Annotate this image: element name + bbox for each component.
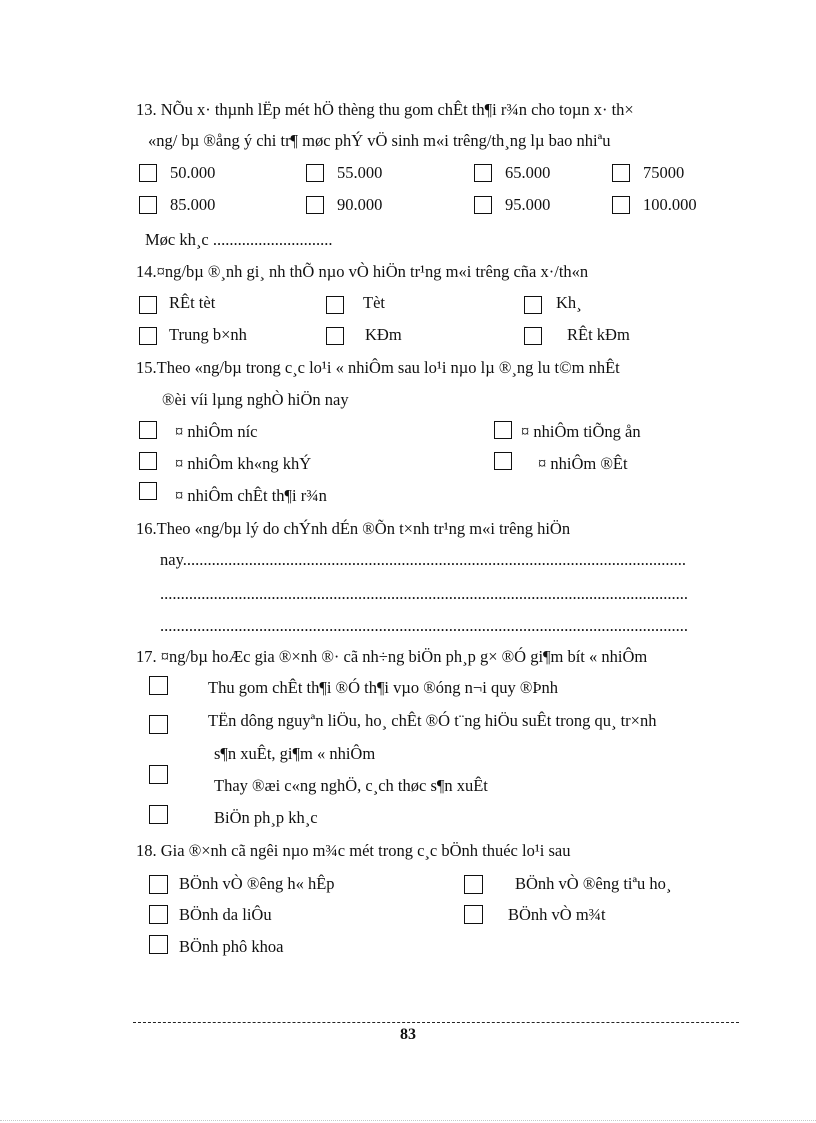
q17-question: 17. ¤ng/bµ hoÆc gia ®×nh ®· cã nh÷ng biÖn ph¸p g× ®Ó gi¶m bít « nhiÔm <box>136 647 648 666</box>
q15-option-checkbox[interactable] <box>139 452 157 470</box>
q13-option-95000-checkbox[interactable] <box>474 196 492 214</box>
q18-question: 18. Gia ®×nh cã ngêi nµo m¾c mét trong c¸c bÖnh thuéc lo¹i sau <box>136 841 571 860</box>
footer-divider <box>133 1022 739 1023</box>
q13-option-label: 95.000 <box>505 195 551 214</box>
q18-option-label: BÖnh vÒ m¾t <box>508 905 606 924</box>
q18-option-checkbox[interactable] <box>464 905 483 924</box>
q18-option-label: BÖnh vÒ ®êng h« hÊp <box>179 874 335 893</box>
q18-option-checkbox[interactable] <box>464 875 483 894</box>
q14-option-checkbox[interactable] <box>524 296 542 314</box>
q17-option-checkbox[interactable] <box>149 765 168 784</box>
q18-option-checkbox[interactable] <box>149 905 168 924</box>
q18-option-checkbox[interactable] <box>149 935 168 954</box>
q13-option-65000-checkbox[interactable] <box>474 164 492 182</box>
q18-option-label: BÖnh da liÔu <box>179 905 272 924</box>
q13-option-50000-checkbox[interactable] <box>139 164 157 182</box>
q14-option-label: RÊt tèt <box>169 293 216 312</box>
q15-option-checkbox[interactable] <box>139 421 157 439</box>
q16-answer-line[interactable]: nay.......................................................................................................................... <box>160 550 687 569</box>
q14-option-checkbox[interactable] <box>326 296 344 314</box>
q17-option-label: BiÖn ph¸p kh¸c <box>214 808 318 827</box>
q18-option-checkbox[interactable] <box>149 875 168 894</box>
q13-option-label: 55.000 <box>337 163 383 182</box>
q14-option-checkbox[interactable] <box>524 327 542 345</box>
q15-text-line2: ®èi víi lµng nghÒ hiÖn nay <box>162 390 349 409</box>
q17-option-label-cont: s¶n xuÊt, gi¶m « nhiÔm <box>214 744 376 763</box>
q13-option-label: 100.000 <box>643 195 697 214</box>
q18-option-label: BÖnh phô khoa <box>179 937 284 956</box>
q15-option-label: ¤ nhiÔm kh«ng khÝ <box>175 454 312 473</box>
q13-text-line1: 13. NÕu x· thµnh lËp mét hÖ thèng thu gom chÊt th¶i r¾n cho toµn x· th× <box>136 100 634 119</box>
q14-option-label: RÊt kÐm <box>567 325 630 344</box>
q13-text-line2: «ng/ bµ ®ång ý chi tr¶ møc phÝ vÖ sinh m«i trêng/th¸ng lµ bao nhiªu <box>148 131 611 150</box>
q17-option-label: Thay ®æi c«ng nghÖ, c¸ch thøc s¶n xuÊt <box>214 776 488 795</box>
q13-option-label: 75000 <box>643 163 685 182</box>
q13-other-amount: Møc kh¸c ............................. <box>145 230 333 249</box>
q13-option-label: 65.000 <box>505 163 551 182</box>
q16-answer-line[interactable]: ................................................................................................................................ <box>160 584 688 603</box>
q15-text-line1: 15.Theo «ng/bµ trong c¸c lo¹i « nhiÔm sau lo¹i nµo lµ ®¸ng lu t©m nhÊt <box>136 358 620 377</box>
q14-option-label: Tèt <box>363 293 385 312</box>
q14-option-label: Trung b×nh <box>169 325 247 344</box>
q15-option-label: ¤ nhiÔm ®Êt <box>538 454 628 473</box>
q14-option-checkbox[interactable] <box>139 327 157 345</box>
q13-option-100000-checkbox[interactable] <box>612 196 630 214</box>
q13-option-label: 85.000 <box>170 195 216 214</box>
q17-option-label: Thu gom chÊt th¶i ®Ó th¶i vµo ®óng n¬i quy ®Þnh <box>208 678 559 697</box>
q13-option-75000-checkbox[interactable] <box>612 164 630 182</box>
q15-option-label: ¤ nhiÔm tiÕng ån <box>521 422 641 441</box>
q17-option-checkbox[interactable] <box>149 805 168 824</box>
q15-option-checkbox[interactable] <box>494 452 512 470</box>
q13-option-55000-checkbox[interactable] <box>306 164 324 182</box>
q14-option-checkbox[interactable] <box>139 296 157 314</box>
q18-option-label: BÖnh vÒ ®êng tiªu ho¸ <box>515 874 672 893</box>
q16-answer-line[interactable]: ................................................................................................................................ <box>160 616 688 635</box>
q16-question: 16.Theo «ng/bµ lý do chÝnh dÉn ®Õn t×nh tr¹ng m«i trêng hiÖn <box>136 519 571 538</box>
page-number: 83 <box>400 1026 416 1043</box>
q15-option-checkbox[interactable] <box>139 482 157 500</box>
q15-option-label: ¤ nhiÔm níc <box>175 422 258 441</box>
q13-option-label: 50.000 <box>170 163 216 182</box>
q13-option-85000-checkbox[interactable] <box>139 196 157 214</box>
q14-question: 14.¤ng/bµ ®¸nh gi¸ nh thÕ nµo vÒ hiÖn tr¹ng m«i trêng cña x·/th«n <box>136 262 589 281</box>
q15-option-checkbox[interactable] <box>494 421 512 439</box>
q13-option-90000-checkbox[interactable] <box>306 196 324 214</box>
q17-option-checkbox[interactable] <box>149 676 168 695</box>
q14-option-label: Kh¸ <box>556 293 582 312</box>
q17-option-label: TËn dông nguyªn liÖu, ho¸ chÊt ®Ó t¨ng hiÖu suÊt trong qu¸ tr×nh <box>208 711 657 730</box>
q15-option-label: ¤ nhiÔm chÊt th¶i r¾n <box>175 486 327 505</box>
page-bottom-border <box>0 1120 816 1121</box>
q14-option-label: KÐm <box>365 325 402 344</box>
q14-option-checkbox[interactable] <box>326 327 344 345</box>
q13-option-label: 90.000 <box>337 195 383 214</box>
q17-option-checkbox[interactable] <box>149 715 168 734</box>
